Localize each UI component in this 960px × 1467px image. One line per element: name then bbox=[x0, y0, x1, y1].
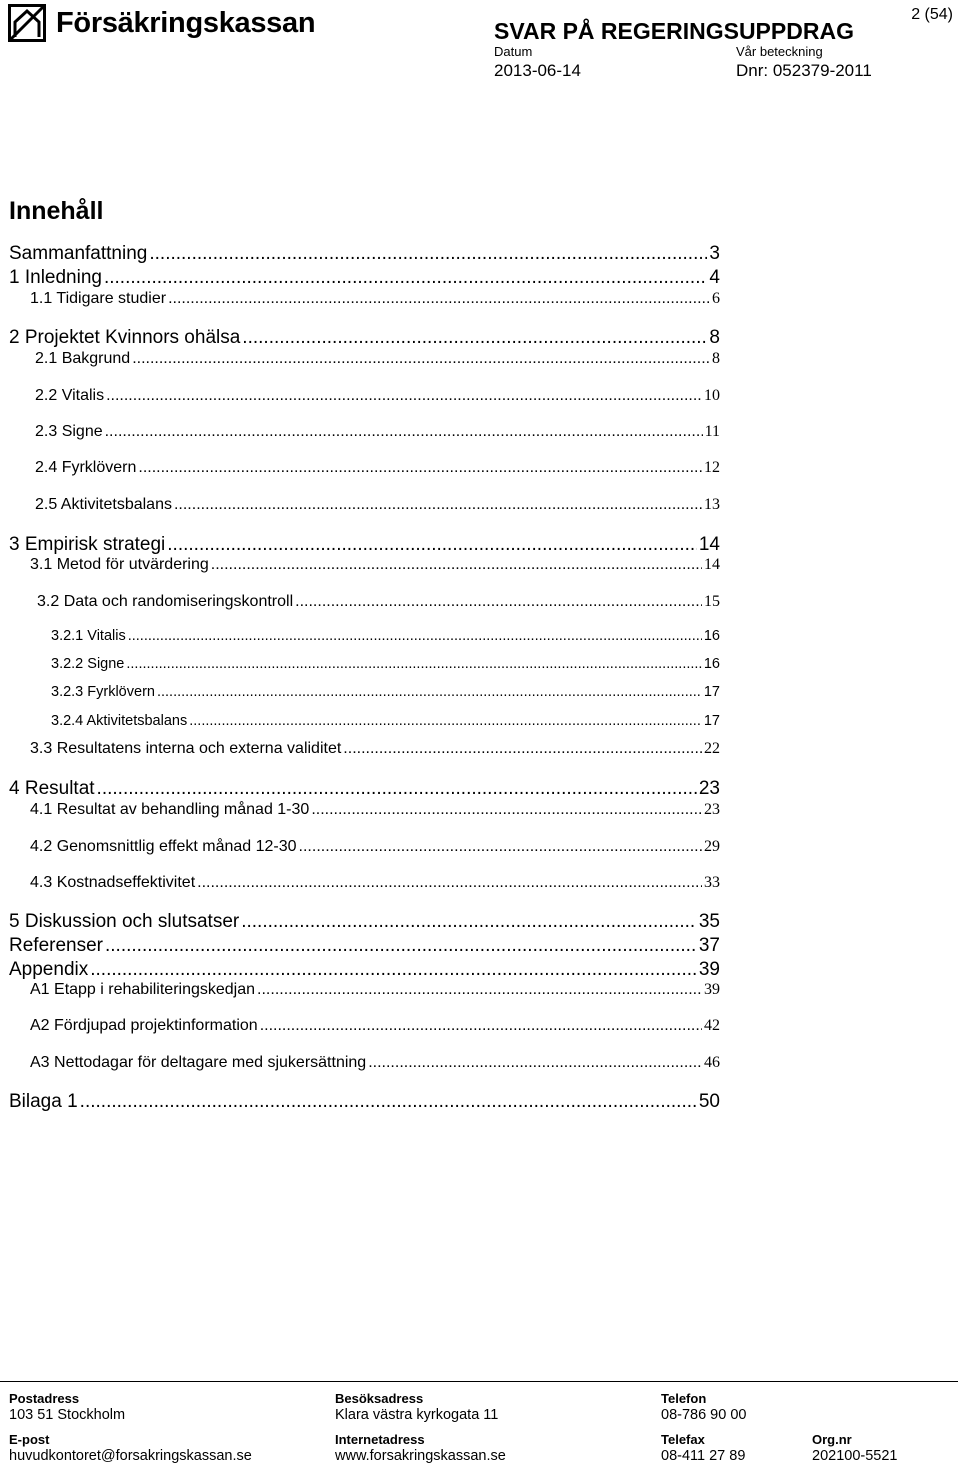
email-link[interactable]: huvudkontoret@forsakringskassan.se bbox=[9, 1448, 252, 1464]
toc-entry-page: 8 bbox=[709, 327, 720, 348]
toc-entry[interactable] bbox=[51, 714, 720, 729]
house-logo-icon bbox=[8, 4, 46, 42]
toc-entry-page: 22 bbox=[704, 740, 720, 757]
web-address-label: Internetadress bbox=[335, 1432, 425, 1447]
toc-leader bbox=[211, 557, 702, 573]
toc-entry[interactable] bbox=[35, 424, 720, 440]
fax-value: 08-411 27 89 bbox=[661, 1448, 746, 1464]
toc-entry-page: 15 bbox=[704, 593, 720, 610]
toc-entry[interactable] bbox=[51, 657, 720, 672]
toc-entry[interactable] bbox=[30, 557, 720, 573]
toc-entry[interactable] bbox=[30, 802, 720, 818]
toc-entry-page: 13 bbox=[704, 496, 720, 513]
toc-entry-page: 23 bbox=[704, 801, 720, 818]
toc-entry[interactable] bbox=[35, 497, 720, 513]
toc-leader bbox=[299, 839, 702, 855]
org-number-label: Org.nr bbox=[812, 1432, 852, 1447]
date-label: Datum bbox=[494, 44, 533, 59]
toc-entry-page: 16 bbox=[703, 628, 720, 644]
toc-entry-label: 3.1 Metod för utvärdering bbox=[30, 556, 209, 573]
toc-entry-label: 3.2 Data och randomiseringskontroll bbox=[37, 593, 294, 610]
toc-leader bbox=[168, 291, 710, 307]
toc-entry-label: 2.5 Aktivitetsbalans bbox=[35, 496, 172, 513]
report-type: SVAR PÅ REGERINGSUPPDRAG bbox=[494, 18, 854, 44]
toc-entry-page: 11 bbox=[704, 423, 720, 440]
toc-entry-page: 23 bbox=[698, 778, 720, 799]
toc-entry-page: 3 bbox=[709, 243, 720, 264]
toc-entry-page: 14 bbox=[698, 534, 720, 555]
toc-entry[interactable] bbox=[30, 839, 720, 855]
postal-address-label: Postadress bbox=[9, 1391, 80, 1406]
toc-leader bbox=[97, 779, 697, 798]
toc-leader bbox=[167, 535, 697, 554]
toc-entry[interactable] bbox=[9, 936, 720, 955]
toc-entry-label: A1 Etapp i rehabiliteringskedjan bbox=[30, 981, 256, 998]
date-value: 2013-06-14 bbox=[494, 61, 581, 80]
toc-entry-page: 4 bbox=[709, 267, 720, 288]
toc-entry-page: 35 bbox=[698, 911, 720, 932]
toc-entry-page: 8 bbox=[712, 350, 720, 367]
toc-leader bbox=[157, 685, 702, 700]
toc-entry[interactable] bbox=[30, 741, 720, 757]
toc-entry-page: 46 bbox=[704, 1054, 720, 1071]
reference-label: Vår beteckning bbox=[736, 44, 823, 59]
toc-entry-label: 2.1 Bakgrund bbox=[35, 350, 131, 367]
toc-entry[interactable] bbox=[30, 291, 720, 307]
toc-leader bbox=[106, 388, 702, 404]
organization-logo bbox=[8, 4, 315, 42]
toc-leader bbox=[295, 594, 702, 610]
toc-entry-label: 2.2 Vitalis bbox=[35, 387, 105, 404]
toc-entry[interactable] bbox=[9, 912, 720, 931]
toc-entry-page: 12 bbox=[704, 459, 720, 476]
toc-entry-label: 3.3 Resultatens interna och externa validitet bbox=[30, 740, 342, 757]
toc-entry-label: 3 Empirisk strategi bbox=[9, 534, 166, 555]
toc-entry-label: 4.2 Genomsnittlig effekt månad 12-30 bbox=[30, 838, 297, 855]
page-number: 2 (54) bbox=[911, 6, 953, 23]
toc-leader bbox=[104, 268, 707, 287]
toc-entry-page: 39 bbox=[704, 981, 720, 998]
toc-leader bbox=[126, 657, 701, 672]
toc-leader bbox=[260, 1018, 702, 1034]
toc-leader bbox=[242, 328, 707, 347]
postal-address-value: 103 51 Stockholm bbox=[9, 1407, 126, 1423]
toc-entry-page: 14 bbox=[704, 556, 720, 573]
toc-entry-label: 1.1 Tidigare studier bbox=[30, 290, 167, 307]
toc-entry-label: 3.2.4 Aktivitetsbalans bbox=[51, 713, 188, 729]
toc-entry[interactable] bbox=[9, 328, 720, 347]
toc-entry-label: 1 Inledning bbox=[9, 267, 102, 288]
web-address-link[interactable]: www.forsakringskassan.se bbox=[335, 1448, 506, 1464]
email-label: E-post bbox=[9, 1432, 50, 1447]
toc-entry-label: 3.2.3 Fyrklövern bbox=[51, 684, 155, 700]
toc-entry-page: 33 bbox=[704, 874, 720, 891]
toc-entry-label: 2.3 Signe bbox=[35, 423, 103, 440]
toc-entry-label: Referenser bbox=[9, 935, 103, 956]
toc-entry-label: Sammanfattning bbox=[9, 243, 148, 264]
toc-title: Innehåll bbox=[9, 197, 104, 225]
toc-entry-page: 29 bbox=[704, 838, 720, 855]
toc-entry[interactable] bbox=[37, 594, 720, 610]
toc-leader bbox=[138, 460, 702, 476]
visiting-address-value: Klara västra kyrkogata 11 bbox=[335, 1407, 499, 1423]
toc-entry[interactable] bbox=[51, 629, 720, 644]
toc-entry-label: 2.4 Fyrklövern bbox=[35, 459, 137, 476]
toc-entry-label: Appendix bbox=[9, 959, 89, 980]
toc-leader bbox=[105, 424, 703, 440]
toc-entry[interactable] bbox=[9, 535, 720, 554]
toc-leader bbox=[189, 714, 702, 729]
toc-entry[interactable] bbox=[30, 982, 720, 998]
visiting-address-label: Besöksadress bbox=[335, 1391, 424, 1406]
toc-entry-page: 16 bbox=[703, 656, 720, 672]
toc-entry[interactable] bbox=[9, 268, 720, 287]
toc-leader bbox=[80, 1092, 697, 1111]
toc-entry-label: 3.2.2 Signe bbox=[51, 656, 125, 672]
toc-leader bbox=[149, 244, 707, 263]
toc-entry-page: 10 bbox=[704, 387, 720, 404]
toc-entry-page: 17 bbox=[703, 713, 720, 729]
reference-value: Dnr: 052379-2011 bbox=[736, 61, 872, 80]
toc-entry[interactable] bbox=[35, 460, 720, 476]
toc-entry-label: 4 Resultat bbox=[9, 778, 95, 799]
toc-leader bbox=[105, 936, 697, 955]
toc-entry[interactable] bbox=[30, 875, 720, 891]
toc-entry[interactable] bbox=[35, 388, 720, 404]
toc-entry-label: Bilaga 1 bbox=[9, 1091, 78, 1112]
toc-entry-label: 4.1 Resultat av behandling månad 1-30 bbox=[30, 801, 310, 818]
toc-entry-page: 50 bbox=[698, 1091, 720, 1112]
org-number-value: 202100-5521 bbox=[812, 1448, 898, 1464]
organization-name: Försäkringskassan bbox=[56, 6, 316, 39]
toc-entry-label: 3.2.1 Vitalis bbox=[51, 628, 126, 644]
toc-leader bbox=[90, 960, 697, 979]
toc-leader bbox=[343, 741, 702, 757]
toc-leader bbox=[257, 982, 702, 998]
toc-entry[interactable] bbox=[51, 685, 720, 700]
toc-leader bbox=[128, 629, 702, 644]
footer-divider bbox=[0, 1381, 958, 1382]
phone-value: 08-786 90 00 bbox=[661, 1407, 747, 1423]
toc-entry[interactable] bbox=[30, 1055, 720, 1071]
toc-leader bbox=[368, 1055, 702, 1071]
toc-entry-page: 39 bbox=[698, 959, 720, 980]
toc-leader bbox=[197, 875, 702, 891]
phone-label: Telefon bbox=[661, 1391, 707, 1406]
toc-entry[interactable] bbox=[30, 1018, 720, 1034]
toc-entry-label: 2 Projektet Kvinnors ohälsa bbox=[9, 327, 241, 348]
toc-entry-page: 42 bbox=[704, 1017, 720, 1034]
toc-entry-page: 17 bbox=[703, 684, 720, 700]
toc-entry-label: 5 Diskussion och slutsatser bbox=[9, 911, 240, 932]
toc-entry-label: 4.3 Kostnadseffektivitet bbox=[30, 874, 196, 891]
toc-entry-label: A2 Fördjupad projektinformation bbox=[30, 1017, 258, 1034]
toc-entry[interactable] bbox=[9, 1092, 720, 1111]
toc-leader bbox=[132, 351, 710, 367]
toc-leader bbox=[174, 497, 702, 513]
toc-entry[interactable] bbox=[35, 351, 720, 367]
fax-label: Telefax bbox=[661, 1432, 705, 1447]
toc-entry[interactable] bbox=[9, 244, 720, 263]
toc-entry-page: 37 bbox=[698, 935, 720, 956]
toc-entry-page: 6 bbox=[712, 290, 720, 307]
toc-entry[interactable] bbox=[9, 960, 720, 979]
toc-entry[interactable] bbox=[9, 779, 720, 798]
toc-leader bbox=[241, 912, 697, 931]
toc-entry-label: A3 Nettodagar för deltagare med sjukersättning bbox=[30, 1054, 367, 1071]
toc-leader bbox=[311, 802, 702, 818]
